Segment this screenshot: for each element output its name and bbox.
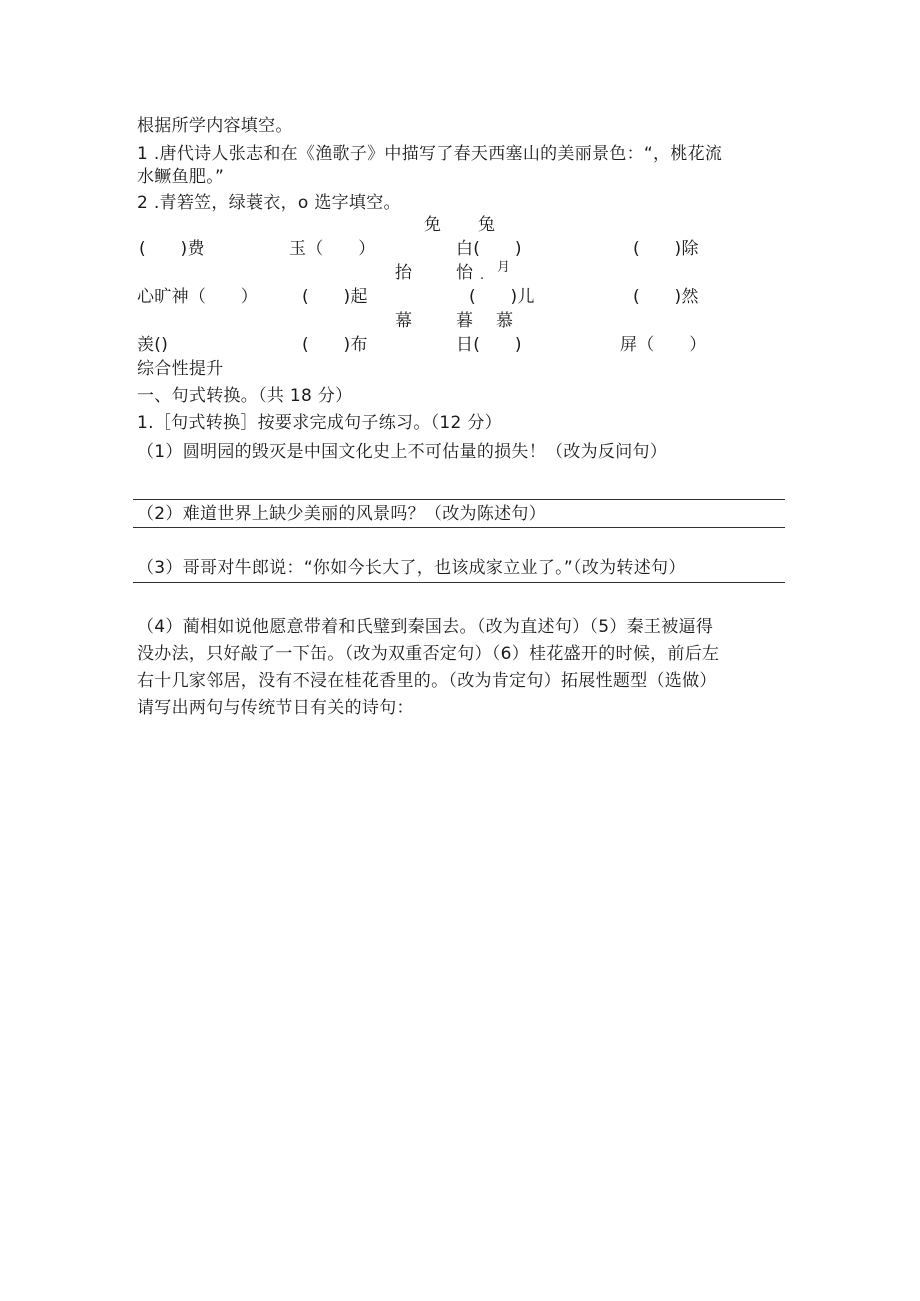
paragraph-line-2: 没办法，只好敲了一下缶。（改为双重否定句）（6）桂花盛开的时候，前后左: [137, 644, 720, 664]
question-1-line-2: 水鳜鱼肥。”: [137, 167, 225, 187]
group-2-header-c: 月: [497, 260, 511, 275]
group-3-item-2: ( )布: [302, 335, 368, 355]
group-3-item-3: 日( ): [456, 335, 522, 355]
group-1-item-4: ( )除: [633, 239, 699, 259]
group-3-item-1: 羡(): [137, 335, 169, 355]
section-title: 综合性提升: [137, 359, 224, 379]
group-3-item-4: 屏（ ）: [620, 335, 707, 355]
group-2-header-a: 抬: [395, 263, 413, 283]
paragraph-line-3: 右十几家邻居，没有不浸在桂花香里的。（改为肯定句）拓展性题型（选做）: [137, 671, 717, 691]
sentence-3: （3）哥哥对牛郎说：“你如今长大了，也该成家立业了。”（改为转述句）: [137, 558, 686, 578]
question-2: 2 .青箬笠，绿蓑衣，o 选字填空。: [137, 193, 401, 213]
intro-text: 根据所学内容填空。: [137, 116, 293, 136]
sentence-1: （1）圆明园的毁灭是中国文化史上不可估量的损失！（改为反问句）: [137, 442, 668, 462]
group-2-header-b: 怡: [456, 263, 474, 283]
group-2-item-3: ( )儿: [469, 287, 535, 307]
group-1-item-1: ( )费: [139, 239, 205, 259]
group-2-item-4: ( )然: [633, 287, 699, 307]
group-1-header-a: 免: [424, 215, 442, 235]
group-3-header-a: 幕: [395, 311, 413, 331]
question-1-line-1: 1 .唐代诗人张志和在《渔歌子》中描写了春天西塞山的美丽景色：“，桃花流: [137, 144, 723, 164]
group-3-header-b: 暮: [456, 311, 474, 331]
part-1-heading: 一、句式转换。（共 18 分）: [137, 386, 353, 406]
group-1-item-2: 玉（ ）: [289, 239, 376, 259]
answer-line-2: [133, 527, 785, 528]
paragraph-line-1: （4）蔺相如说他愿意带着和氏璧到秦国去。（改为直述句）（5）秦王被逼得: [137, 617, 714, 637]
group-2-dot: ·: [480, 272, 485, 287]
paragraph-line-4: 请写出两句与传统节日有关的诗句：: [137, 698, 414, 718]
answer-line-1: [133, 499, 785, 500]
sentence-2: （2）难道世界上缺少美丽的风景吗？（改为陈述句）: [137, 504, 547, 524]
group-1-item-3: 白( ): [456, 239, 522, 259]
task-1-heading: 1.［句式转换］按要求完成句子练习。（12 分）: [137, 413, 502, 433]
group-3-header-c: 慕: [496, 311, 514, 331]
group-1-header-b: 兔: [478, 215, 496, 235]
group-2-item-1: 心旷神（ ）: [137, 287, 259, 307]
answer-line-3: [133, 582, 785, 583]
group-2-item-2: ( )起: [302, 287, 368, 307]
